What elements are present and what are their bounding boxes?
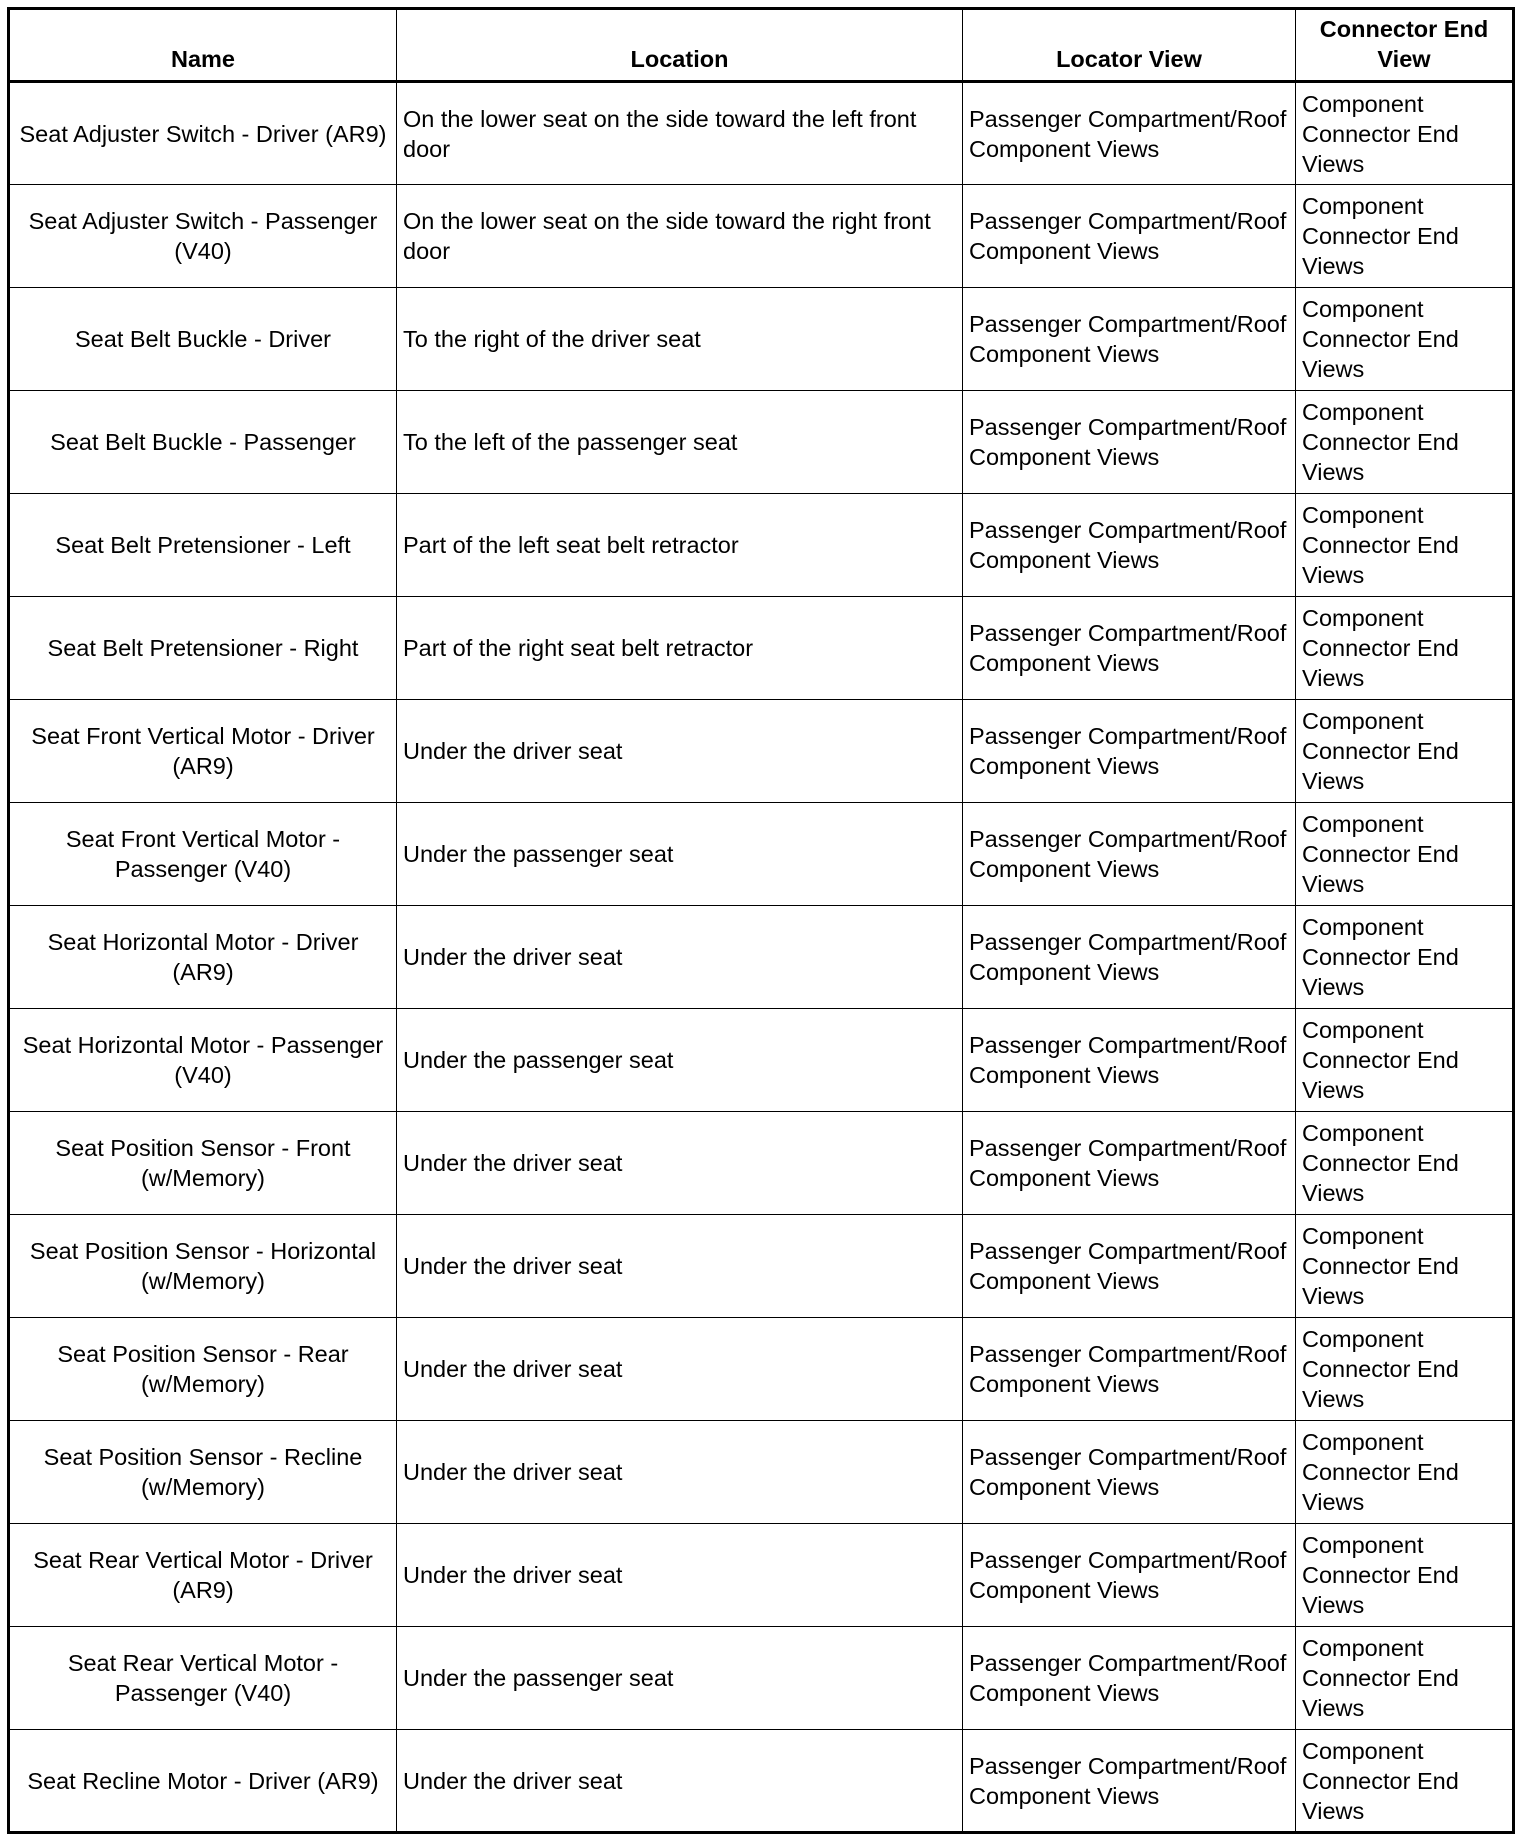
component-name: Seat Front Vertical Motor - Passenger (V40) [9,803,397,906]
table-row [9,906,1514,1009]
table-row [9,803,1514,906]
table-row [9,1524,1514,1627]
table-row [9,1318,1514,1421]
connector-end-view-link[interactable]: Component Connector End Views [1296,1112,1514,1215]
component-location: Under the driver seat [397,906,963,1009]
component-name: Seat Belt Buckle - Driver [9,288,397,391]
component-location: Under the driver seat [397,1421,963,1524]
connector-end-view-link[interactable]: Component Connector End Views [1296,288,1514,391]
connector-end-view-link[interactable]: Component Connector End Views [1296,82,1514,185]
table-row [9,1627,1514,1730]
locator-view-link[interactable]: Passenger Compartment/Roof Component Views [963,1009,1296,1112]
table-row [9,494,1514,597]
locator-view-link[interactable]: Passenger Compartment/Roof Component Views [963,288,1296,391]
connector-end-view-link[interactable]: Component Connector End Views [1296,185,1514,288]
header-name: Name [9,9,397,82]
connector-end-view-link[interactable]: Component Connector End Views [1296,1421,1514,1524]
connector-end-view-link[interactable]: Component Connector End Views [1296,1009,1514,1112]
table-row [9,1421,1514,1524]
component-location: Under the driver seat [397,700,963,803]
component-location: Under the driver seat [397,1215,963,1318]
component-name: Seat Recline Motor - Driver (AR9) [9,1730,397,1833]
table-row [9,700,1514,803]
connector-end-view-link[interactable]: Component Connector End Views [1296,700,1514,803]
connector-end-view-link[interactable]: Component Connector End Views [1296,1627,1514,1730]
component-location: Under the passenger seat [397,1627,963,1730]
component-location: Under the driver seat [397,1730,963,1833]
locator-view-link[interactable]: Passenger Compartment/Roof Component Views [963,700,1296,803]
table-row [9,1112,1514,1215]
component-name: Seat Position Sensor - Horizontal (w/Memory) [9,1215,397,1318]
locator-view-link[interactable]: Passenger Compartment/Roof Component Views [963,1730,1296,1833]
component-name: Seat Position Sensor - Front (w/Memory) [9,1112,397,1215]
component-location: Part of the right seat belt retractor [397,597,963,700]
component-name: Seat Horizontal Motor - Passenger (V40) [9,1009,397,1112]
connector-end-view-link[interactable]: Component Connector End Views [1296,494,1514,597]
table-row [9,1730,1514,1833]
component-name: Seat Rear Vertical Motor - Passenger (V40) [9,1627,397,1730]
header-row [9,9,1514,82]
component-name: Seat Belt Buckle - Passenger [9,391,397,494]
connector-end-view-link[interactable]: Component Connector End Views [1296,391,1514,494]
table-row [9,1009,1514,1112]
table-row [9,288,1514,391]
component-name: Seat Rear Vertical Motor - Driver (AR9) [9,1524,397,1627]
header-connector-end-view: Connector End View [1296,9,1514,82]
locator-view-link[interactable]: Passenger Compartment/Roof Component Views [963,597,1296,700]
connector-end-view-link[interactable]: Component Connector End Views [1296,1215,1514,1318]
component-name: Seat Position Sensor - Rear (w/Memory) [9,1318,397,1421]
component-location: To the left of the passenger seat [397,391,963,494]
locator-view-link[interactable]: Passenger Compartment/Roof Component Views [963,803,1296,906]
component-location: To the right of the driver seat [397,288,963,391]
connector-end-view-link[interactable]: Component Connector End Views [1296,906,1514,1009]
table-row [9,82,1514,185]
component-location: Under the passenger seat [397,803,963,906]
locator-view-link[interactable]: Passenger Compartment/Roof Component Views [963,1524,1296,1627]
component-location: Under the passenger seat [397,1009,963,1112]
header-location: Location [397,9,963,82]
component-name: Seat Horizontal Motor - Driver (AR9) [9,906,397,1009]
header-locator-view: Locator View [963,9,1296,82]
table-row [9,391,1514,494]
component-location: Under the driver seat [397,1112,963,1215]
locator-view-link[interactable]: Passenger Compartment/Roof Component Views [963,1112,1296,1215]
locator-view-link[interactable]: Passenger Compartment/Roof Component Views [963,391,1296,494]
component-locator-table [7,7,1515,1834]
connector-end-view-link[interactable]: Component Connector End Views [1296,597,1514,700]
table-row [9,185,1514,288]
table-body [9,82,1514,1833]
locator-view-link[interactable]: Passenger Compartment/Roof Component Views [963,1627,1296,1730]
component-location: On the lower seat on the side toward the left front door [397,82,963,185]
component-name: Seat Adjuster Switch - Driver (AR9) [9,82,397,185]
component-location: On the lower seat on the side toward the right front door [397,185,963,288]
locator-view-link[interactable]: Passenger Compartment/Roof Component Views [963,906,1296,1009]
component-name: Seat Belt Pretensioner - Left [9,494,397,597]
table-row [9,597,1514,700]
component-location: Part of the left seat belt retractor [397,494,963,597]
component-name: Seat Adjuster Switch - Passenger (V40) [9,185,397,288]
locator-view-link[interactable]: Passenger Compartment/Roof Component Views [963,1215,1296,1318]
table-header [9,9,1514,82]
component-location: Under the driver seat [397,1318,963,1421]
connector-end-view-link[interactable]: Component Connector End Views [1296,1524,1514,1627]
component-name: Seat Belt Pretensioner - Right [9,597,397,700]
component-name: Seat Position Sensor - Recline (w/Memory) [9,1421,397,1524]
component-locator-sheet [7,7,1515,1834]
connector-end-view-link[interactable]: Component Connector End Views [1296,1318,1514,1421]
locator-view-link[interactable]: Passenger Compartment/Roof Component Views [963,494,1296,597]
component-name: Seat Front Vertical Motor - Driver (AR9) [9,700,397,803]
locator-view-link[interactable]: Passenger Compartment/Roof Component Views [963,1318,1296,1421]
connector-end-view-link[interactable]: Component Connector End Views [1296,1730,1514,1833]
locator-view-link[interactable]: Passenger Compartment/Roof Component Views [963,185,1296,288]
component-location: Under the driver seat [397,1524,963,1627]
table-row [9,1215,1514,1318]
locator-view-link[interactable]: Passenger Compartment/Roof Component Views [963,1421,1296,1524]
connector-end-view-link[interactable]: Component Connector End Views [1296,803,1514,906]
locator-view-link[interactable]: Passenger Compartment/Roof Component Views [963,82,1296,185]
